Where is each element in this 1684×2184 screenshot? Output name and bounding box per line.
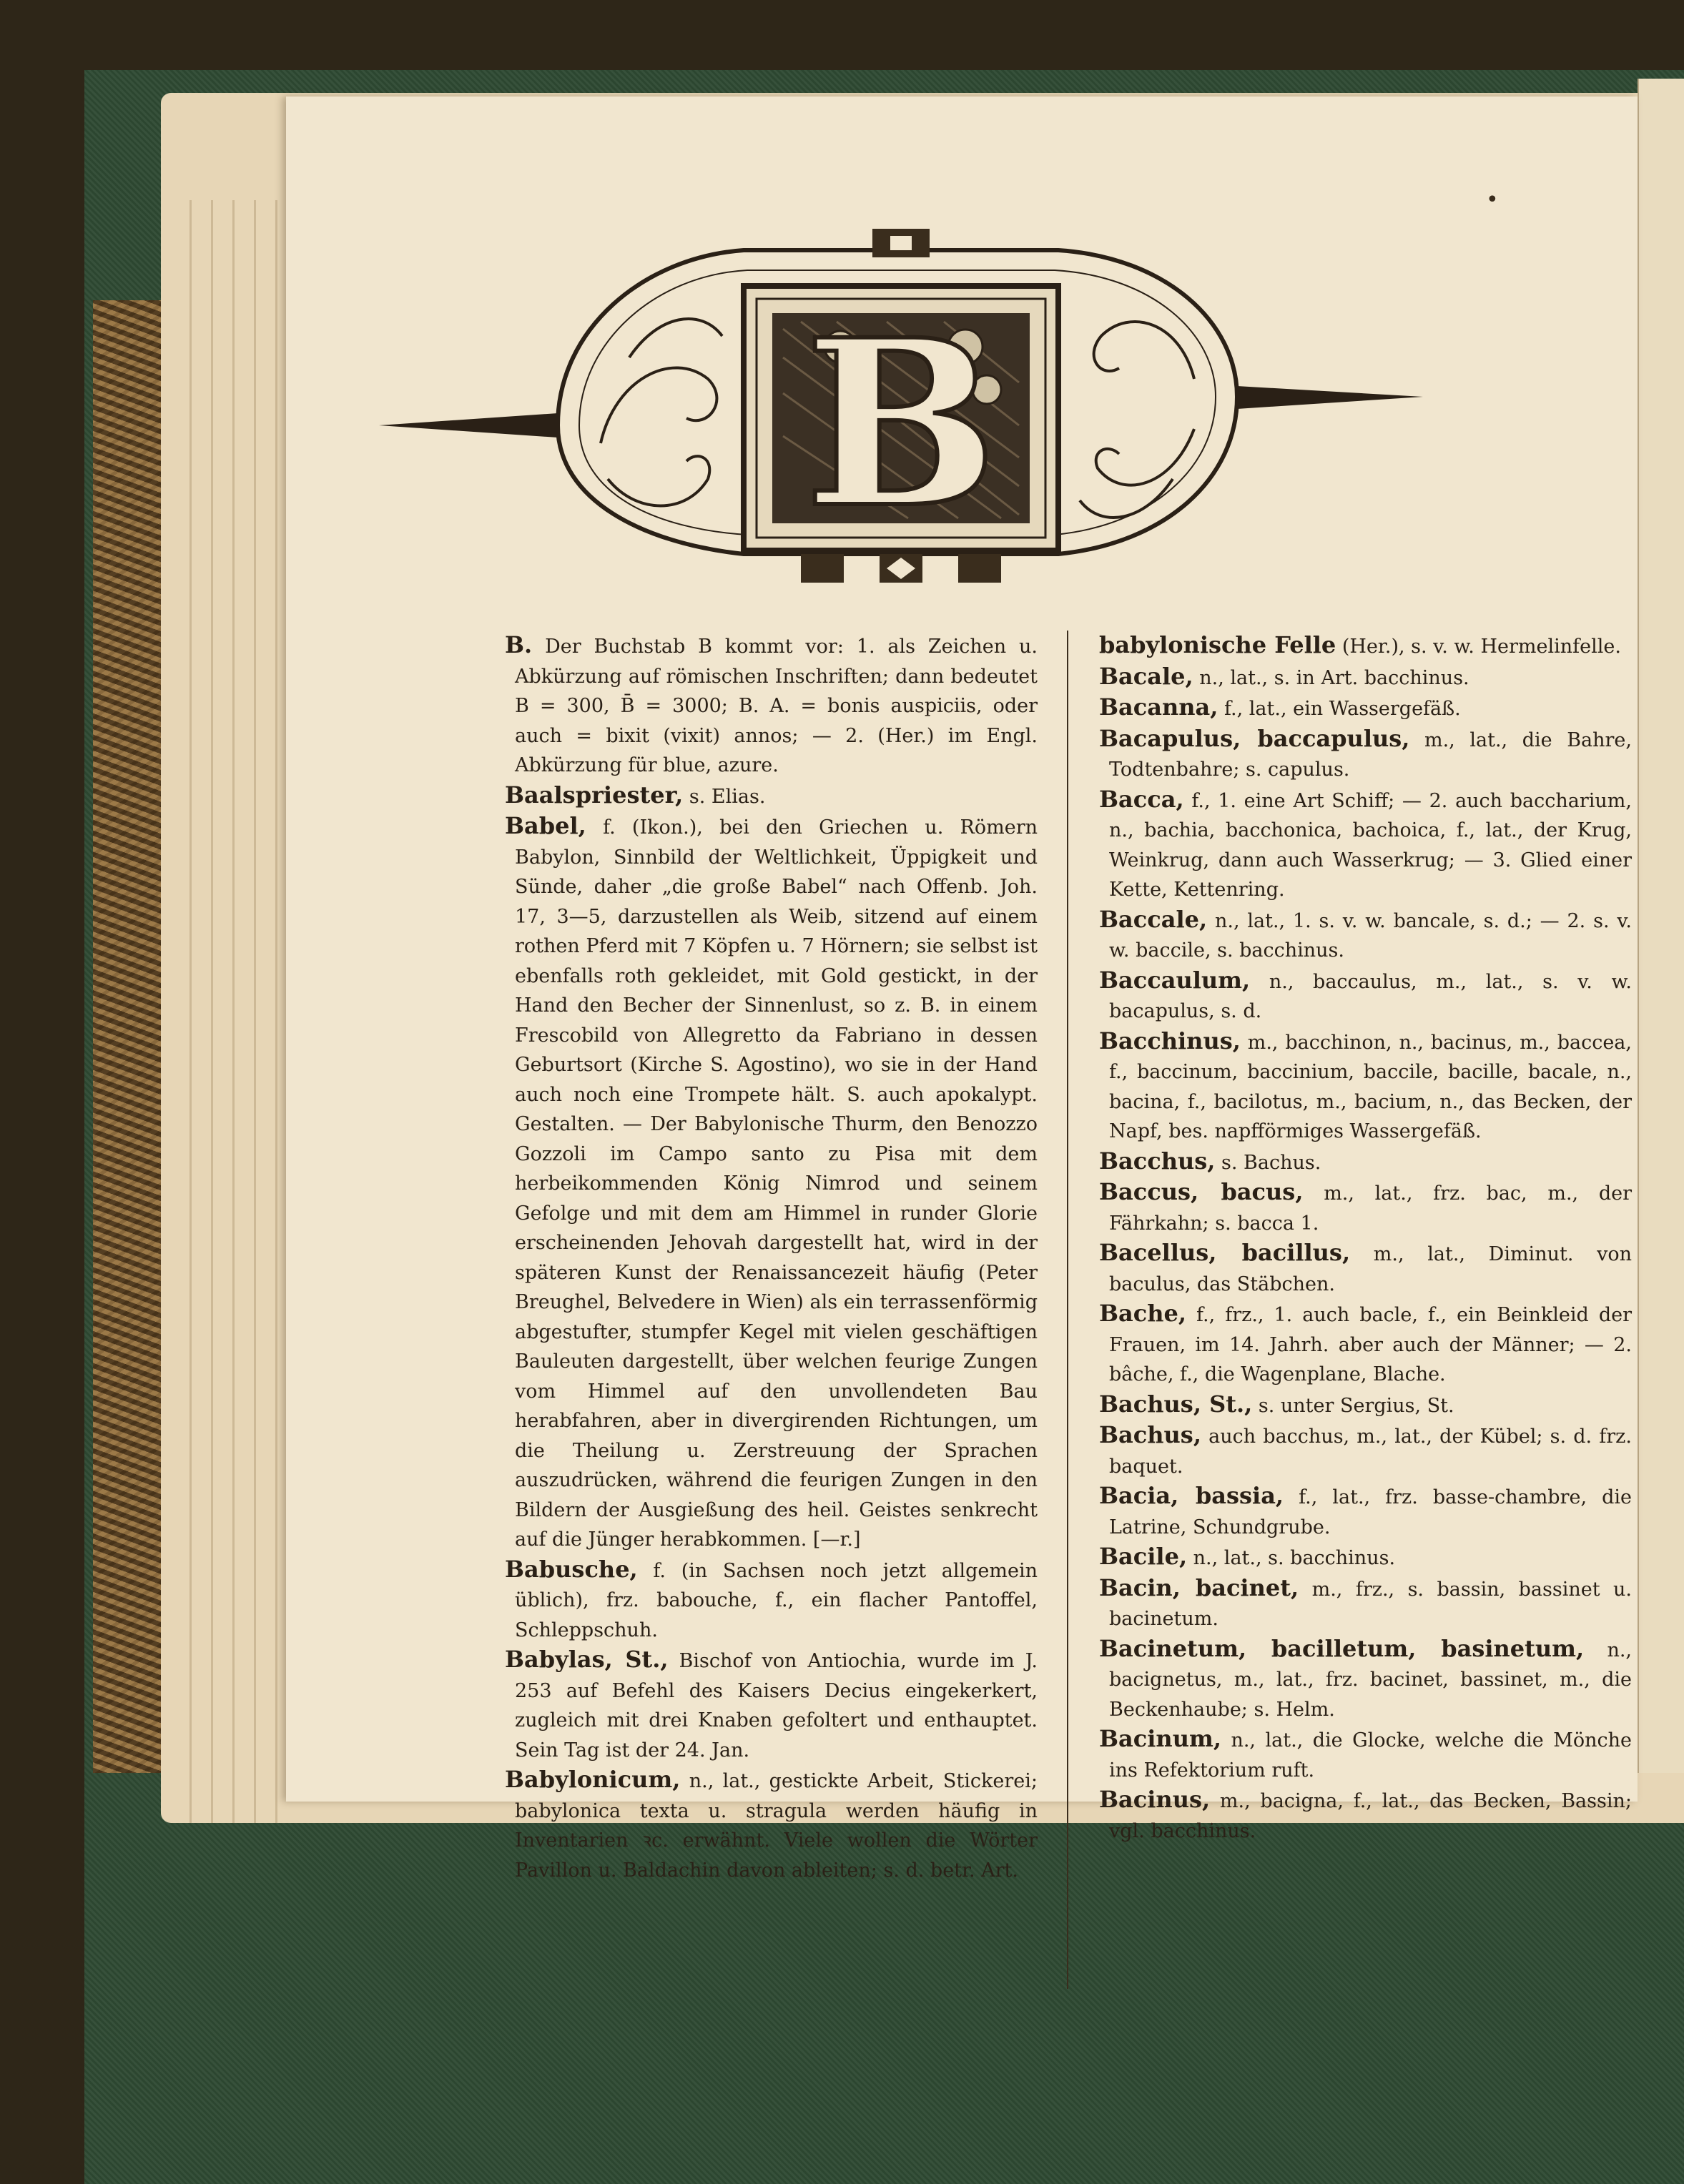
entry-term: Babylonicum, [505, 1766, 681, 1793]
entry-body: f. (Ikon.), bei den Griechen u. Römern Babylon, Sinnbild der Weltlichkeit, Üppigkeit und Sünde, daher „die große Babel“ nach Offenb. Joh. 17, 3—5, darzustellen als Weib, sitzend auf einem rothen Pferd mit 7 Köpfen u. 7 Hörnern; sie selbst ist ebenfalls roth gekleidet, mit Gold gestickt, in der Hand den Becher der Sinnenlust, so z. B. in einem Frescobild von Allegretto da Fabriano in dessen Geburtsort (Kirche S. Agostino), wo sie in der Hand auch noch eine Trompete hält. S. auch apokalypt. Gestalten. — Der Babylonische Thurm, den Benozzo Gozzoli im Campo santo zu Pisa mit dem herbeikommenden König Nimrod und seinem Gefolge und mit dem am Himmel in runder Glorie erscheinenden Jehovah dargestellt hat, wird in der späteren Kunst der Renaissancezeit häufig (Peter Breughel, Belvedere in Wien) als ein terrassenförmig abgestufter, stumpfer Kegel mit vielen geschäftigen Bauleuten dargestellt, über welchen feurige Zungen vom Himmel auf den unvollendeten Bau herabfahren, aber in divergirenden Richtungen, um die Theilung u. Zerstreuung der Sprachen auszudrücken, während die feurigen Zungen in den Bildern der Ausgießung des heil. Geistes senkrecht auf die Jünger herabkommen. [—r.] [515, 816, 1038, 1551]
entry-term: Bacca, [1099, 785, 1184, 813]
right-column [1099, 631, 1632, 1975]
entry-body: n., lat., gestickte Arbeit, Stickerei; babylonica texta u. stragula werden häufig in Inventarien ꝛc. erwähnt. Viele wollen die Wörter Pavillon u. Baldachin davon ableiten; s. d. betr. Art. [515, 1770, 1038, 1882]
entry-term: Bacale, [1099, 662, 1193, 690]
entry-term: Bacinum, [1099, 1725, 1221, 1752]
entry-term: Bacinus, [1099, 1786, 1211, 1813]
entry-babusche [505, 1555, 1038, 1646]
entry-body: m., bacigna, f., lat., das Becken, Bassin; vgl. bacchinus. [1109, 1790, 1632, 1842]
entry-babel [505, 811, 1038, 1555]
entry-term: Bacellus, bacillus, [1099, 1239, 1351, 1266]
entry-body: m., bacchinon, n., bacinus, m., baccea, f., baccinum, baccinium, baccile, bacille, bacale, n., bacina, f., bacilotus, m., bacium, n., das Becken, der Napf, bes. napfförmiges Wassergefäß. [1109, 1031, 1632, 1142]
marbled-spine [93, 300, 161, 1773]
entry-bacinus [1099, 1785, 1632, 1846]
entry-body: m., lat., frz. bac, m., der Fährkahn; s. bacca 1. [1109, 1182, 1632, 1235]
entry-body: n., lat., die Glocke, welche die Mönche ins Refektorium ruft. [1109, 1729, 1632, 1782]
entry-bacca [1099, 785, 1632, 905]
entry-bacin [1099, 1573, 1632, 1634]
entry-term: Bacin, bacinet, [1099, 1573, 1299, 1601]
entry-body: s. unter Sergius, St. [1258, 1394, 1454, 1417]
entry-body: m., frz., s. bassin, bassinet u. bacinetum. [1109, 1578, 1632, 1630]
entry-bacchinus [1099, 1027, 1632, 1147]
entry-body: f., frz., 1. auch bacle, f., ein Beinkleid der Frauen, im 14. Jahrh. aber auch der Männer; — 2. bâche, f., die Wagenplane, Blache. [1109, 1304, 1632, 1385]
entry-term: Bachus, St., [1099, 1390, 1253, 1418]
entry-body: m., lat., die Bahre, Todtenbahre; s. capulus. [1109, 728, 1632, 781]
entry-term: Bacia, bassia, [1099, 1482, 1284, 1509]
entry-body: n., lat., 1. s. v. w. bancale, s. d.; — 2. s. v. w. baccile, s. bacchinus. [1109, 909, 1633, 962]
entry-term: Bacanna, [1099, 693, 1218, 721]
entry-body: f., lat., ein Wassergefäß. [1224, 698, 1461, 720]
entry-term: Bacapulus, baccapulus, [1099, 724, 1410, 752]
entry-term: Baalspriester, [505, 781, 684, 809]
entry-body: f., lat., frz. basse-chambre, die Latrine, Schundgrube. [1109, 1486, 1632, 1538]
next-page-edge [1638, 79, 1684, 1773]
entry-bacapulus [1099, 724, 1632, 785]
entry-term: Baccus, bacus, [1099, 1178, 1304, 1205]
entry-term: Babel, [505, 812, 586, 839]
entry-term: Bacinetum, bacilletum, basinetum, [1099, 1634, 1585, 1662]
entry-term: babylonische Felle [1099, 631, 1336, 658]
entry-term: Bacile, [1099, 1543, 1188, 1570]
entry-baccus [1099, 1177, 1632, 1238]
entry-body: m., lat., Diminut. von baculus, das Stäbchen. [1109, 1243, 1632, 1295]
entry-term: Babusche, [505, 1555, 638, 1583]
entry-body: n., lat., s. bacchinus. [1193, 1547, 1396, 1569]
entry-body: n., lat., s. in Art. bacchinus. [1199, 666, 1469, 689]
entry-body: s. Bachus. [1221, 1151, 1321, 1174]
entry-term: Bachus, [1099, 1421, 1201, 1448]
entry-term: Baccaulum, [1099, 966, 1251, 994]
entry-term: Babylas, St., [505, 1646, 669, 1673]
entry-bacinum [1099, 1724, 1632, 1785]
entry-body: n., bacignetus, m., lat., frz. bacinet, bassinet, m., die Beckenhaube; s. Helm. [1109, 1639, 1632, 1721]
entry-bacia [1099, 1481, 1632, 1542]
column-divider [1067, 631, 1068, 1989]
entry-body: (Her.), s. v. w. Hermelinfelle. [1341, 636, 1621, 658]
entry-bacchus [1099, 1147, 1632, 1178]
entry-baccale [1099, 905, 1632, 966]
entry-body: s. Elias. [689, 785, 766, 808]
entry-body: n., baccaulus, m., lat., s. v. w. bacapulus, s. d. [1109, 970, 1632, 1022]
entry-body: Der Buchstab B kommt vor: 1. als Zeichen u. Abkürzung auf römischen Inschriften; dann bedeutet B = 300, B̄ = 3000; B. A. = bonis auspiciis, oder auch = bixit (vixit) annos; — 2. (Her.) im Engl. Abkürzung für blue, azure. [515, 636, 1038, 776]
entry-babylonische-felle [1099, 631, 1632, 662]
entry-bacanna [1099, 693, 1632, 724]
entry-bacale [1099, 662, 1632, 693]
entry-b [505, 631, 1038, 781]
entry-term: Bacchus, [1099, 1147, 1216, 1175]
entry-babylonicum [505, 1765, 1038, 1885]
entry-baalspriester [505, 781, 1038, 812]
entry-body: auch bacchus, m., lat., der Kübel; s. d. frz. baquet. [1109, 1425, 1632, 1478]
entry-babylas [505, 1645, 1038, 1765]
entry-term: B. [505, 631, 533, 658]
entry-bacile [1099, 1542, 1632, 1573]
entry-baccaulum [1099, 966, 1632, 1027]
entry-bachus-st [1099, 1390, 1632, 1421]
entry-bacinetum [1099, 1634, 1632, 1725]
entry-term: Baccale, [1099, 905, 1208, 933]
entry-bachus [1099, 1420, 1632, 1481]
ornamental-initial-vignette [372, 143, 1430, 629]
entry-term: Bacchinus, [1099, 1027, 1241, 1054]
entry-body: Bischof von Antiochia, wurde im J. 253 auf Befehl des Kaisers Decius eingekerkert, zugleich mit drei Knaben gefoltert und enthauptet. Sein Tag ist der 24. Jan. [515, 1650, 1038, 1761]
entry-bacellus [1099, 1238, 1632, 1299]
entry-bache [1099, 1299, 1632, 1390]
left-column [505, 631, 1038, 1975]
entry-body: f., 1. eine Art Schiff; — 2. auch baccharium, n., bachia, bacchonica, bachoica, f., lat., der Krug, Weinkrug, dann auch Wasserkrug; — 3. Glied einer Kette, Kettenring. [1109, 789, 1632, 901]
initial-letter-b: B [804, 290, 998, 558]
entry-term: Bache, [1099, 1300, 1187, 1327]
entry-body: f. (in Sachsen noch jetzt allgemein üblich), frz. babouche, f., ein flacher Pantoffel, Schleppschuh. [515, 1559, 1038, 1641]
page-mark: • [1486, 187, 1499, 212]
